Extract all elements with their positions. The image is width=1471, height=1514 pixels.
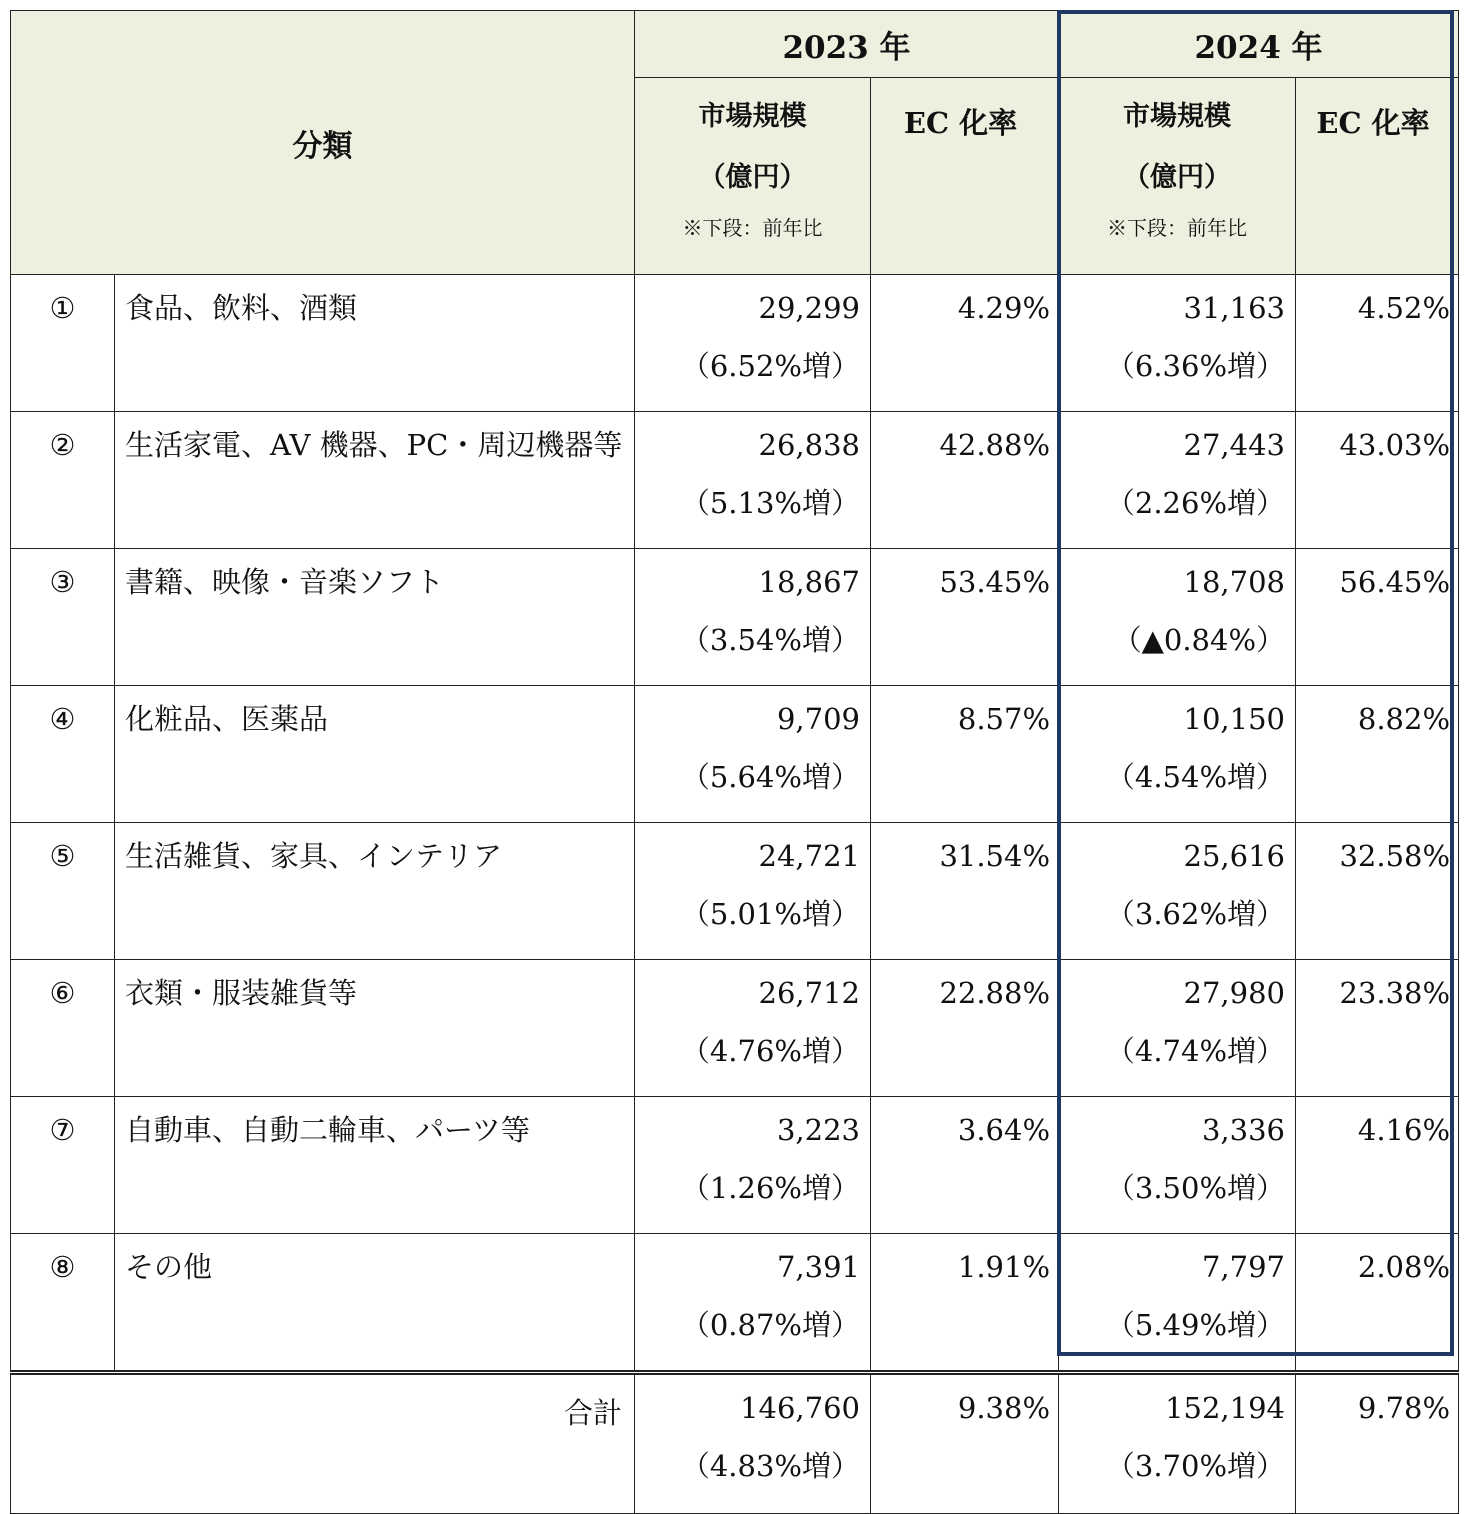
ec-rate-2024: 4.16%: [1296, 1097, 1459, 1234]
ec-market-table: [10, 10, 1459, 1514]
category-name: 食品、飲料、酒類: [115, 275, 635, 412]
market-size-2024: [1059, 1097, 1296, 1234]
table-row: [11, 275, 1459, 412]
yoy-change: （4.54%増）: [1105, 760, 1286, 794]
market-size-2024: [1059, 412, 1296, 549]
market-size-note: ※下段：前年比: [682, 216, 823, 240]
yoy-change: （5.13%増）: [680, 486, 860, 520]
year-2024-header: 2024 年: [1059, 11, 1459, 78]
table-row: [11, 686, 1459, 823]
category-header: 分類: [11, 11, 635, 275]
ec-rate-2024-header: EC 化率: [1296, 78, 1459, 275]
yoy-change: （6.52%増）: [680, 349, 860, 383]
yoy-change: （4.76%増）: [680, 1034, 860, 1068]
market-size-2024-header: [1059, 78, 1296, 275]
market-size-value: 26,712: [758, 976, 860, 1010]
yoy-change: （4.74%増）: [1105, 1034, 1286, 1068]
market-size-value: 3,336: [1201, 1113, 1286, 1147]
yoy-change: （5.01%増）: [680, 897, 860, 931]
ec-rate-2024: 56.45%: [1296, 549, 1459, 686]
ec-rate-2024: 2.08%: [1296, 1234, 1459, 1373]
category-name: 生活家電、AV 機器、PC・周辺機器等: [115, 412, 635, 549]
row-number: ⑥: [11, 960, 115, 1097]
market-size-value: 26,838: [758, 428, 860, 462]
market-size-2023: [635, 823, 871, 960]
row-number: ④: [11, 686, 115, 823]
table-row: [11, 960, 1459, 1097]
row-number: ③: [11, 549, 115, 686]
market-size-value: 27,443: [1183, 428, 1286, 462]
market-size-value: 7,797: [1201, 1250, 1286, 1284]
market-size-2024: [1059, 549, 1296, 686]
category-name: 書籍、映像・音楽ソフト: [115, 549, 635, 686]
market-size-2024: [1059, 960, 1296, 1097]
header-row-years: [11, 11, 1459, 78]
market-size-value: 24,721: [758, 839, 860, 873]
ec-rate-2023: 8.57%: [871, 686, 1059, 823]
market-size-2023: [635, 960, 871, 1097]
table-row: [11, 412, 1459, 549]
yoy-change: （1.26%増）: [680, 1171, 860, 1205]
table-row: [11, 823, 1459, 960]
table-row: [11, 1097, 1459, 1234]
ec-rate-2023: 22.88%: [871, 960, 1059, 1097]
ec-rate-2023: 42.88%: [871, 412, 1059, 549]
table-row: [11, 549, 1459, 686]
yoy-change: （3.70%増）: [1105, 1449, 1286, 1483]
yoy-change: （4.83%増）: [680, 1449, 860, 1483]
row-number: ⑧: [11, 1234, 115, 1373]
total-row: [11, 1373, 1459, 1514]
yoy-change: （2.26%増）: [1105, 486, 1286, 520]
yoy-change: （3.50%増）: [1105, 1171, 1286, 1205]
yoy-change: （5.64%増）: [680, 760, 860, 794]
yoy-change: （5.49%増）: [1105, 1308, 1286, 1342]
category-name: その他: [115, 1234, 635, 1373]
market-size-unit: （億円）: [698, 162, 807, 193]
category-name: 衣類・服装雑貨等: [115, 960, 635, 1097]
yoy-change: （6.36%増）: [1105, 349, 1286, 383]
market-size-label: 市場規模: [698, 101, 807, 132]
ec-rate-2024: 8.82%: [1296, 686, 1459, 823]
market-size-value: 25,616: [1183, 839, 1286, 873]
market-size-2023: [635, 412, 871, 549]
total-size-2024: [1059, 1373, 1296, 1514]
total-ec-rate-2023: 9.38%: [871, 1373, 1059, 1514]
market-size-value: 10,150: [1183, 702, 1286, 736]
yoy-change: （0.87%増）: [680, 1308, 860, 1342]
market-size-value: 18,867: [758, 565, 860, 599]
row-number: ②: [11, 412, 115, 549]
market-size-unit: （億円）: [1123, 162, 1232, 193]
market-size-2023: [635, 549, 871, 686]
market-size-value: 152,194: [1165, 1391, 1286, 1425]
market-size-value: 18,708: [1183, 565, 1286, 599]
market-size-2023: [635, 275, 871, 412]
category-name: 化粧品、医薬品: [115, 686, 635, 823]
market-size-label: 市場規模: [1123, 101, 1232, 132]
yoy-change: （3.54%増）: [680, 623, 860, 657]
market-size-value: 7,391: [776, 1250, 860, 1284]
ec-rate-2023-header: EC 化率: [871, 78, 1059, 275]
ec-rate-2023: 53.45%: [871, 549, 1059, 686]
row-number: ⑦: [11, 1097, 115, 1234]
market-size-value: 146,760: [740, 1391, 860, 1425]
market-size-value: 27,980: [1183, 976, 1286, 1010]
total-ec-rate-2024: 9.78%: [1296, 1373, 1459, 1514]
market-size-2023: [635, 1234, 871, 1373]
market-size-2024: [1059, 823, 1296, 960]
row-number: ①: [11, 275, 115, 412]
market-size-2023: [635, 1097, 871, 1234]
total-size-2023: [635, 1373, 871, 1514]
market-size-2024: [1059, 275, 1296, 412]
market-size-value: 3,223: [776, 1113, 860, 1147]
ec-rate-2023: 4.29%: [871, 275, 1059, 412]
ec-rate-2024: 32.58%: [1296, 823, 1459, 960]
market-size-2023-header: [635, 78, 871, 275]
market-size-2024: [1059, 1234, 1296, 1373]
market-size-2023: [635, 686, 871, 823]
ec-rate-2023: 3.64%: [871, 1097, 1059, 1234]
category-name: 自動車、自動二輪車、パーツ等: [115, 1097, 635, 1234]
market-size-value: 9,709: [776, 702, 860, 736]
yoy-change: （▲0.84%）: [1112, 623, 1286, 657]
ec-rate-2024: 43.03%: [1296, 412, 1459, 549]
category-name: 生活雑貨、家具、インテリア: [115, 823, 635, 960]
ec-rate-2023: 1.91%: [871, 1234, 1059, 1373]
market-size-value: 31,163: [1183, 291, 1286, 325]
ec-rate-2024: 4.52%: [1296, 275, 1459, 412]
row-number: ⑤: [11, 823, 115, 960]
market-size-note: ※下段：前年比: [1107, 216, 1248, 240]
ec-rate-2024: 23.38%: [1296, 960, 1459, 1097]
table-row: [11, 1234, 1459, 1373]
total-label: 合計: [11, 1373, 635, 1514]
ec-market-table-container: [10, 10, 1458, 1483]
ec-rate-2023: 31.54%: [871, 823, 1059, 960]
year-2023-header: 2023 年: [635, 11, 1059, 78]
market-size-2024: [1059, 686, 1296, 823]
yoy-change: （3.62%増）: [1105, 897, 1286, 931]
market-size-value: 29,299: [758, 291, 860, 325]
